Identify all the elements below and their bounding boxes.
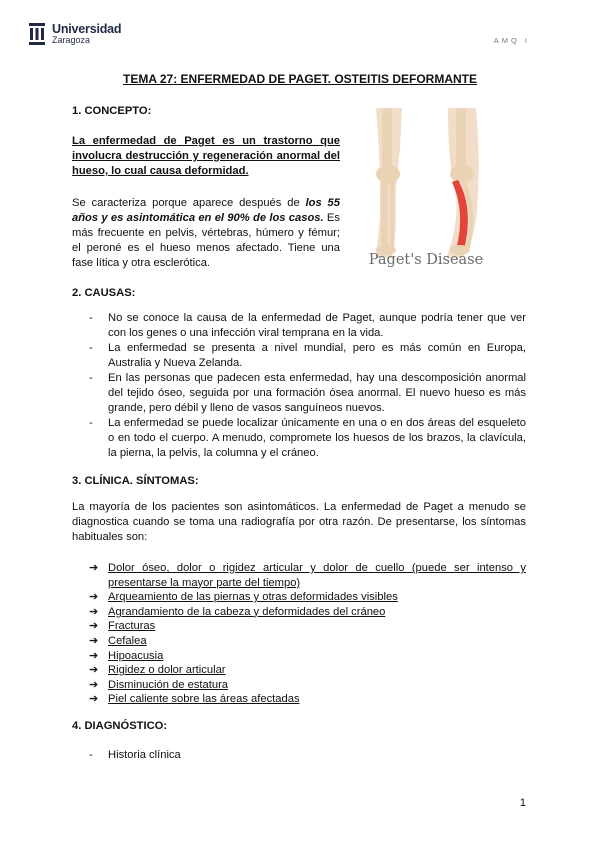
list-item: ➔ Hipoacusia [89, 649, 164, 662]
list-item: ➔ Agrandamiento de la cabeza y deformidades del cráneo [89, 605, 386, 618]
list-item: ➔ Fracturas [89, 620, 156, 633]
list-item: ➔ Rigidez o dolor articular [89, 664, 226, 677]
list-item: - En las personas que padecen esta enfermedad, hay una descomposición anormal del tejido óseo, seguida por una formación ósea anormal. El nuevo hueso es más grande, pero débil y lleno de vasos sanguíneos nuevos. [89, 371, 526, 416]
section-heading-concepto: 1. CONCEPTO: [72, 105, 152, 117]
arrow-icon: ➔ [89, 664, 99, 677]
diagnosis-list [89, 748, 526, 763]
list-item: - La enfermedad se presenta a nivel mundial, pero es más común en Europa, Australia y Nueva Zelanda. [89, 341, 526, 371]
arrow-icon: ➔ [89, 634, 99, 647]
section-heading-diagnostico: 4. DIAGNÓSTICO: [72, 720, 168, 732]
symptoms-intro: La mayoría de los pacientes son asintomáticos. La enfermedad de Paget a menudo se diagnostica cuando se toma una radiografía por otra razón. De presentarse, los síntomas habituales son: [72, 501, 526, 543]
list-item: ➔ Dolor óseo, dolor o rigidez articular y dolor de cuello (puede ser intenso y presentarse la mayor parte del tiempo) [89, 562, 526, 589]
symptoms-list [89, 561, 526, 707]
section-heading-clinica: 3. CLÍNICA. SÍNTOMAS: [72, 475, 199, 487]
list-item: - Historia clínica [89, 748, 526, 763]
figure-caption: Paget's Disease [368, 252, 484, 268]
section-heading-causas: 2. CAUSAS: [72, 287, 136, 299]
list-item: ➔ Disminución de estatura [89, 678, 229, 691]
arrow-icon: ➔ [89, 649, 99, 662]
arrow-icon: ➔ [89, 605, 99, 618]
concept-paragraph: Se caracteriza porque aparece después de los 55 años y es asintomática en el 90% de los casos. Es más frecuente en pelvis, vértebras, húmero y fémur; el peroné es el hueso menos afectado. Tiene una fase lítica y otra esclerótica. [72, 197, 340, 269]
arrow-icon: ➔ [89, 591, 99, 604]
arrow-icon: ➔ [89, 678, 99, 691]
causes-list [89, 311, 526, 461]
arrow-icon: ➔ [89, 620, 99, 633]
concept-definition: La enfermedad de Paget es un trastorno que involucra destrucción y regeneración anormal del hueso, lo cual causa deformidad. [72, 135, 340, 177]
header-label: AMQ I [493, 36, 530, 45]
page-title: TEMA 27: ENFERMEDAD DE PAGET. OSTEITIS DEFORMANTE [122, 72, 478, 86]
logo-line-1: Universidad [52, 22, 122, 36]
university-crest-icon [28, 22, 46, 46]
list-item: ➔ Cefalea [89, 634, 147, 647]
list-item: ➔ Piel caliente sobre las áreas afectadas [89, 693, 300, 706]
list-item: - No se conoce la causa de la enfermedad de Paget, aunque podría tener que ver con los genes o una infección viral temprana en la vida. [89, 311, 526, 341]
logo-line-2: Zaragoza [52, 35, 91, 45]
list-item: - La enfermedad se puede localizar únicamente en una o en dos áreas del esqueleto o en todo el cuerpo. A menudo, compromete los huesos de los brazos, la clavícula, la pierna, la pelvis, la columna y el cráneo. [89, 416, 526, 461]
paget-legs-illustration [362, 108, 490, 272]
arrow-icon: ➔ [89, 693, 99, 706]
university-logo [28, 22, 121, 46]
list-item: ➔ Arqueamiento de las piernas y otras deformidades visibles [89, 591, 398, 604]
arrow-icon: ➔ [89, 562, 99, 574]
page-number: 1 [519, 797, 526, 809]
